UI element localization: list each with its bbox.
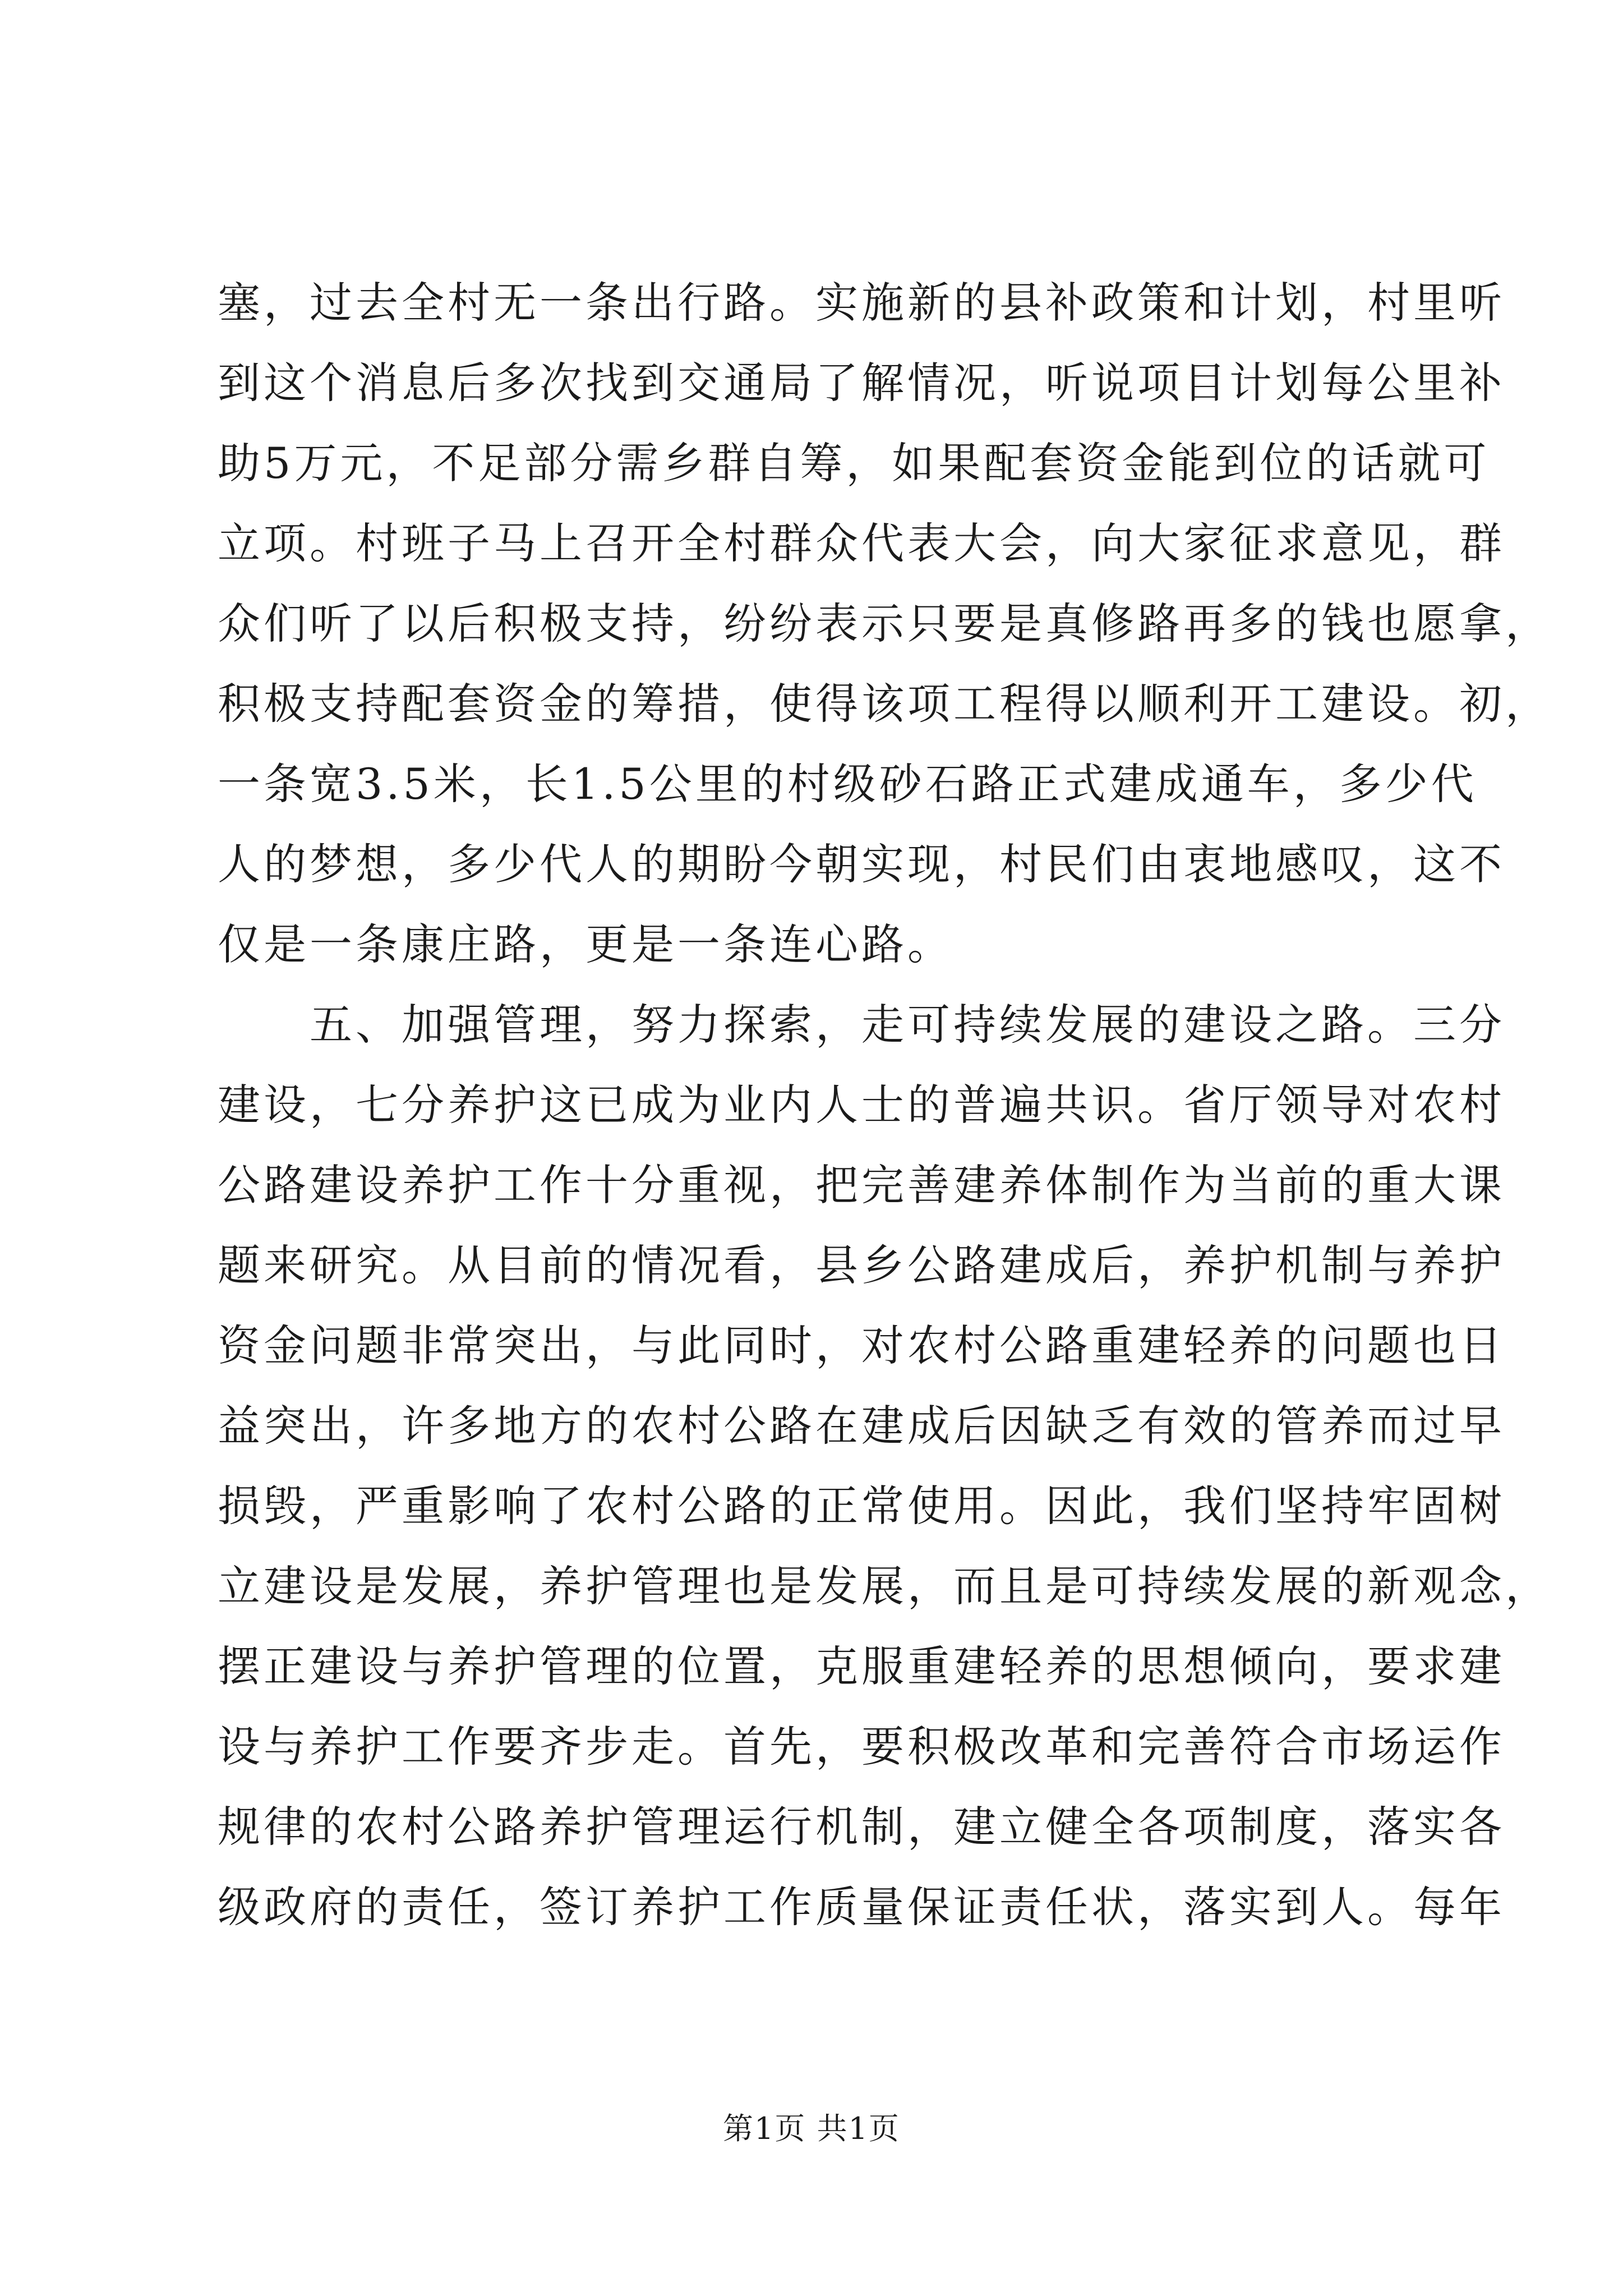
text-line: 资金问题非常突出，与此同时，对农村公路重建轻养的问题也日 (218, 1320, 1505, 1370)
text-line: 仅是一条康庄路，更是一条连心路。 (218, 919, 953, 969)
text-line: 助5万元，不足部分需乡群自筹，如果配套资金能到位的话就可 (218, 438, 1490, 488)
text-line: 建设，七分养护这已成为业内人士的普遍共识。省厅领导对农村 (218, 1080, 1505, 1130)
text-line: 益突出，许多地方的农村公路在建成后因缺乏有效的管养而过早 (218, 1401, 1505, 1451)
text-line: 立建设是发展，养护管理也是发展，而且是可持续发展的新观念， (218, 1561, 1551, 1611)
text-line: 题来研究。从目前的情况看，县乡公路建成后，养护机制与养护 (218, 1240, 1505, 1290)
text-line: 设与养护工作要齐步走。首先，要积极改革和完善符合市场运作 (218, 1722, 1505, 1772)
text-line: 规律的农村公路养护管理运行机制，建立健全各项制度，落实各 (218, 1802, 1505, 1852)
text-line: 人的梦想，多少代人的期盼今朝实现，村民们由衷地感叹，这不 (218, 839, 1505, 889)
text-line: 摆正建设与养护管理的位置，克服重建轻养的思想倾向，要求建 (218, 1641, 1505, 1691)
text-line: 到这个消息后多次找到交通局了解情况，听说项目计划每公里补 (218, 358, 1505, 408)
text-line: 立项。村班子马上召开全村群众代表大会，向大家征求意见，群 (218, 518, 1505, 568)
section-heading-line: 五、加强管理，努力探索，走可持续发展的建设之路。三分 (310, 1000, 1505, 1050)
page-footer: 第1页 共1页 (723, 2111, 900, 2146)
text-line: 损毁，严重影响了农村公路的正常使用。因此，我们坚持牢固树 (218, 1481, 1505, 1531)
text-line: 积极支持配套资金的筹措，使得该项工程得以顺利开工建设。初， (218, 679, 1551, 729)
text-line: 塞，过去全村无一条出行路。实施新的县补政策和计划，村里听 (218, 278, 1505, 328)
text-line: 众们听了以后积极支持，纷纷表示只要是真修路再多的钱也愿拿， (218, 599, 1551, 648)
document-body (218, 263, 1551, 1947)
text-line: 公路建设养护工作十分重视，把完善建养体制作为当前的重大课 (218, 1160, 1505, 1210)
text-line: 级政府的责任，签订养护工作质量保证责任状，落实到人。每年 (218, 1882, 1505, 1932)
text-line: 一条宽3.5米，长1.5公里的村级砂石路正式建成通车，多少代 (218, 759, 1477, 809)
